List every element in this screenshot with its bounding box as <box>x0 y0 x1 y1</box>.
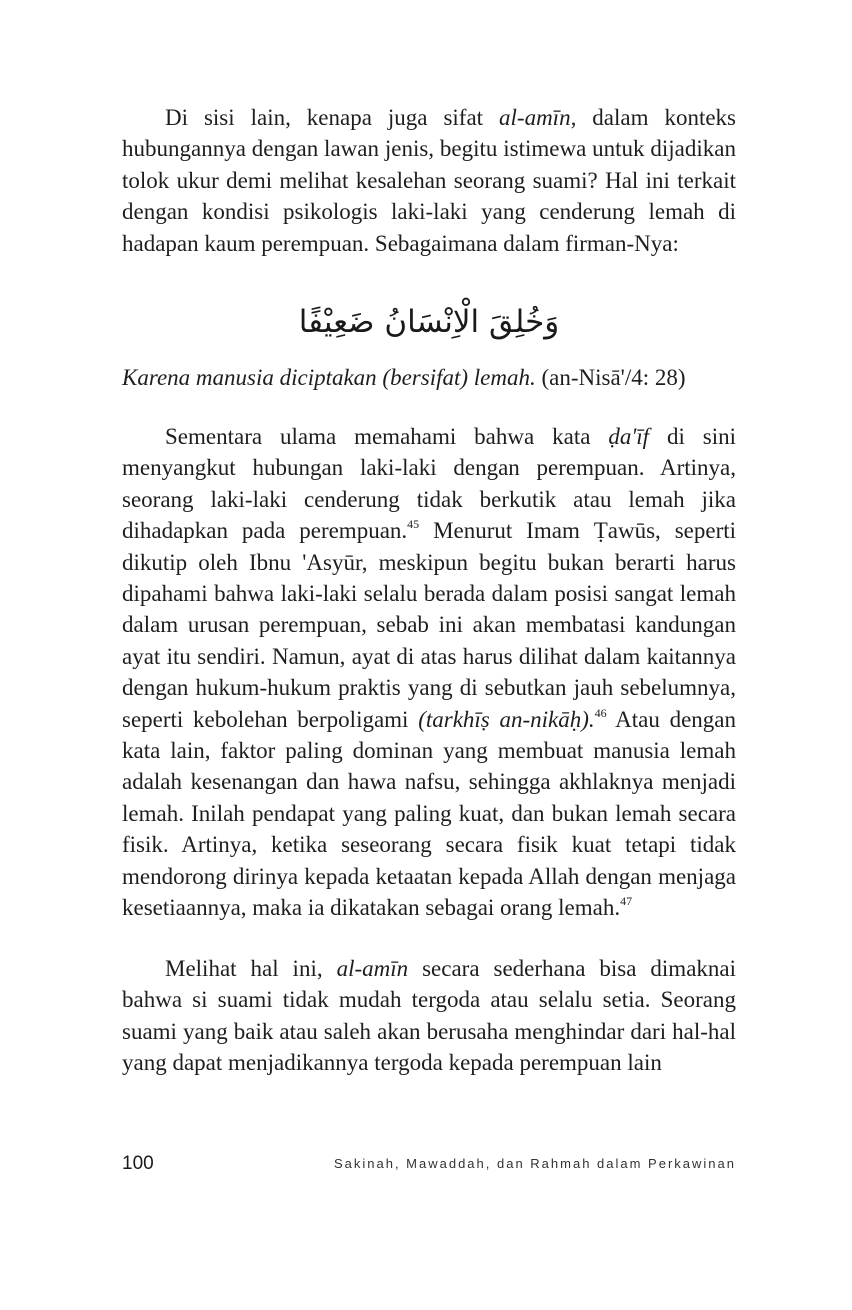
p3-text-before: Melihat hal ini, <box>165 956 337 981</box>
paragraph-2-container <box>122 421 736 924</box>
footnote-ref-46[interactable]: 46 <box>594 705 607 720</box>
p2-text-3: Menurut Imam Ṭawūs, seperti dikutip oleh Ibnu 'Asyūr, meskipun begitu bukan berarti harus dipahami bahwa laki-laki selalu berada dalam posisi sangat lemah dalam urusan perempuan, sebab ini akan membatasi kandungan ayat itu sendiri. Namun, ayat di atas harus dilihat dalam kaitannya dengan hukum-hukum praktis yang di sebutkan jauh sebelumnya, seperti kebolehan berpoligami <box>122 518 737 732</box>
p1-text-after: dalam konteks hubungannya dengan lawan jenis, begitu istimewa untuk dijadikan tolok ukur demi melihat kesalehan seorang suami? Hal ini terkait dengan kondisi psikologis laki-laki yang cenderung lemah di hadapan kaum perempuan. Sebagaimana dalam firman-Nya: <box>122 105 736 256</box>
translation-text: Karena manusia diciptakan (bersifat) lemah. <box>122 365 536 390</box>
p2-text-4: Atau dengan kata lain, faktor paling dominan yang membuat manusia lemah adalah kesenangan dan hawa nafsu, sehingga akhlaknya menjadi lemah. Inilah pendapat yang paling kuat, dan bukan lemah secara fisik. Artinya, ketika seseorang secara fisik kuat tetapi tidak mendorong dirinya kepada ketaatan kepada Allah dengan menjaga kesetiaannya, maka ia dikatakan sebagai orang lemah. <box>122 706 736 921</box>
footnote-ref-45[interactable]: 45 <box>407 517 420 532</box>
p2-term-tarkhis: (tarkhīṣ an-nikāḥ). <box>418 706 595 732</box>
paragraph-3 <box>122 953 736 1079</box>
running-title: Sakinah, Mawaddah, dan Rahmah dalam Perkawinan <box>333 1156 736 1171</box>
p1-text-before: Di sisi lain, kenapa juga sifat <box>165 105 500 130</box>
p2-term-daif: ḍa'īf <box>608 424 650 449</box>
page-number: 100 <box>122 1153 154 1174</box>
quran-verse: وَخُلِقَ الْاِنْسَانُ ضَعِيْفًا <box>298 304 560 340</box>
verse-reference: (an-Nisā'/4: 28) <box>541 365 686 390</box>
paragraph-1 <box>122 102 736 259</box>
paragraph-1-container <box>122 102 736 259</box>
p3-text-after: secara sederhana bisa dimaknai bahwa si suami tidak mudah tergoda atau selalu setia. Seorang suami yang baik atau saleh akan berusaha menghindar dari hal-hal yang dapat menjadikannya tergoda kepada perempuan lain <box>122 956 736 1076</box>
p2-text-1: Sementara ulama memahami bahwa kata <box>165 424 609 449</box>
p1-term-al-amin: al-amīn, <box>499 105 577 130</box>
verse-translation <box>122 362 736 393</box>
p2-text-2: di sini menyangkut hubungan laki-laki dengan perempuan. Artinya, seorang laki-laki cenderung tidak berkutik atau lemah jika dihadapkan pada perempuan. <box>122 424 736 544</box>
p3-term-al-amin: al-amīn <box>336 956 409 981</box>
paragraph-2 <box>122 421 736 924</box>
page-footer <box>122 1153 736 1177</box>
footnote-ref-47[interactable]: 47 <box>620 894 633 909</box>
paragraph-3-container <box>122 953 736 1079</box>
